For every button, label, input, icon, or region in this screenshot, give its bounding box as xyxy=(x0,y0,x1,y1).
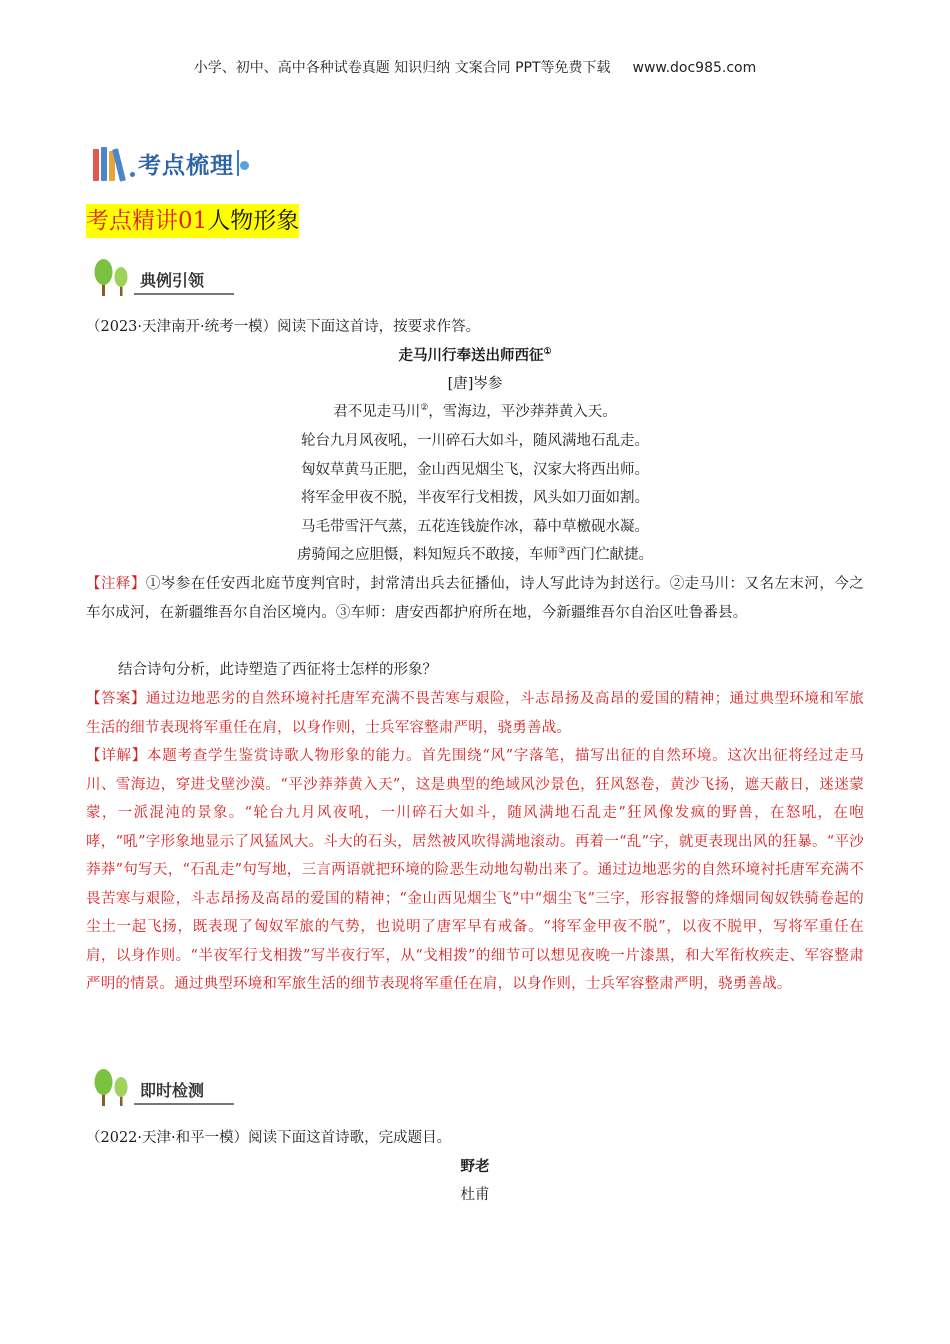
poem-line: 虏骑闻之应胆慑，料知短兵不敢接，车师③西门伫献捷。 xyxy=(296,546,654,563)
detail-text: 本题考查学生鉴赏诗歌人物形象的能力。首先围绕“风”字落笔，描写出征的自然环境。这次出征将经过走马川、雪海边，穿进戈壁沙漠。“平沙莽莽黄入天”，这是典型的绝域风沙景色，狂风怒卷，黄沙飞扬，遮天蔽日，迷迷蒙蒙，一派混沌的景象。“轮台九月风夜吼，一川碎石大如斗，随风满地石乱走”狂风像发疯的野兽，在怒吼，在咆哮，“吼”字形象地显示了风猛风大。斗大的石头，居然被风吹得满地滚动。再着一“乱”字，就更表现出风的狂暴。“平沙莽莽”句写天，“石乱走”句写地，三言两语就把环境的险恶生动地勾勒出来了。通过边地恶劣的自然环境衬托唐军充满不畏苦寒与艰险，斗志昂扬及高昂的爱国的精神；“金山西见烟尘飞”中“烟尘飞”三字，形容报警的烽烟同匈奴铁骑卷起的尘土一起飞扬，既表现了匈奴军旅的气势，也说明了唐军早有戒备。“将军金甲夜不脱”，以夜不脱甲，写将军重任在肩，以身作则。“半夜军行戈相拨”写半夜行军，从“戈相拨”的细节可以想见夜晚一片漆黑，和大军衔枚疾走、军容整肃严明的情景。通过典型环境和军旅生活的细节表现将军重任在肩，以身作则，士兵军容整肃严明，骁勇善战。 xyxy=(86,748,864,992)
section-badge xyxy=(93,143,249,183)
badge-title: 考点梳理 xyxy=(138,152,234,179)
badge-dot-small xyxy=(130,172,135,177)
label-underline xyxy=(134,293,234,295)
example-label-text: 典例引领 xyxy=(140,271,205,290)
header-text: 小学、初中、高中各种试卷真题 知识归纳 文案合同 PPT等免费下载 xyxy=(193,60,611,76)
question-text: 结合诗句分析，此诗塑造了西征将士怎样的形象？ xyxy=(118,662,437,678)
poem-line: 将军金甲夜不脱，半夜军行戈相拨，风头如刀面如割。 xyxy=(301,490,649,506)
practice-label-text: 即时检测 xyxy=(140,1081,205,1100)
tree-icon xyxy=(90,258,136,298)
books-icon xyxy=(93,145,126,181)
detail-label: 【详解】 xyxy=(86,748,147,764)
section-title-topic: 人物形象 xyxy=(207,208,300,234)
poem-author: [唐]岑参 xyxy=(447,376,503,392)
note-text: ①岑参在任安西北庭节度判官时，封常清出兵去征播仙，诗人写此诗为封送行。②走马川：又名左末河，今之车尔成河，在新疆维吾尔自治区境内。③车师：唐安西都护府所在地，今新疆维吾尔自治区吐鲁番县。 xyxy=(86,576,864,621)
poem-title xyxy=(0,347,950,365)
answer-text: 通过边地恶劣的自然环境衬托唐军充满不畏苦寒与艰险，斗志昂扬及高昂的爱国的精神；通过典型环境和军旅生活的细节表现将军重任在肩，以身作则，士兵军容整肃严明，骁勇善战。 xyxy=(86,691,864,736)
section-title-number: 考点精讲01 xyxy=(86,208,208,234)
poem-line: 君不见走马川②，雪海边，平沙莽莽黄入天。 xyxy=(333,403,617,420)
poem-line: 轮台九月风夜吼，一川碎石大如斗，随风满地石乱走。 xyxy=(301,433,649,449)
poem-line: 匈奴草黄马正肥，金山西见烟尘飞，汉家大将西出师。 xyxy=(301,462,649,478)
example-label xyxy=(90,258,235,298)
poem-title-text: 走马川行奉送出师西征 xyxy=(398,347,544,364)
header-site-link[interactable]: www.doc985.com xyxy=(632,60,757,76)
practice-source: （2022·天津·和平一模）阅读下面这首诗歌，完成题目。 xyxy=(86,1130,452,1146)
practice-poem-author: 杜甫 xyxy=(460,1187,490,1203)
answer-block xyxy=(86,685,864,742)
example-source: （2023·天津南开·统考一模）阅读下面这首诗，按要求作答。 xyxy=(86,319,481,335)
practice-label xyxy=(90,1068,235,1108)
section-title xyxy=(86,204,299,238)
poem-notes xyxy=(86,570,864,627)
practice-poem-title: 野老 xyxy=(460,1158,490,1175)
detail-block xyxy=(86,742,864,999)
tree-icon xyxy=(90,1068,136,1108)
badge-dot xyxy=(240,161,249,170)
answer-label: 【答案】 xyxy=(86,691,146,707)
poem-line: 马毛带雪汗气蒸，五花连钱旋作冰，幕中草檄砚水凝。 xyxy=(301,519,649,535)
label-underline xyxy=(134,1103,234,1105)
page-header xyxy=(0,57,950,77)
poem-title-footnote: ① xyxy=(543,347,552,358)
note-label: 【注释】 xyxy=(86,576,146,592)
badge-bar xyxy=(237,150,239,176)
